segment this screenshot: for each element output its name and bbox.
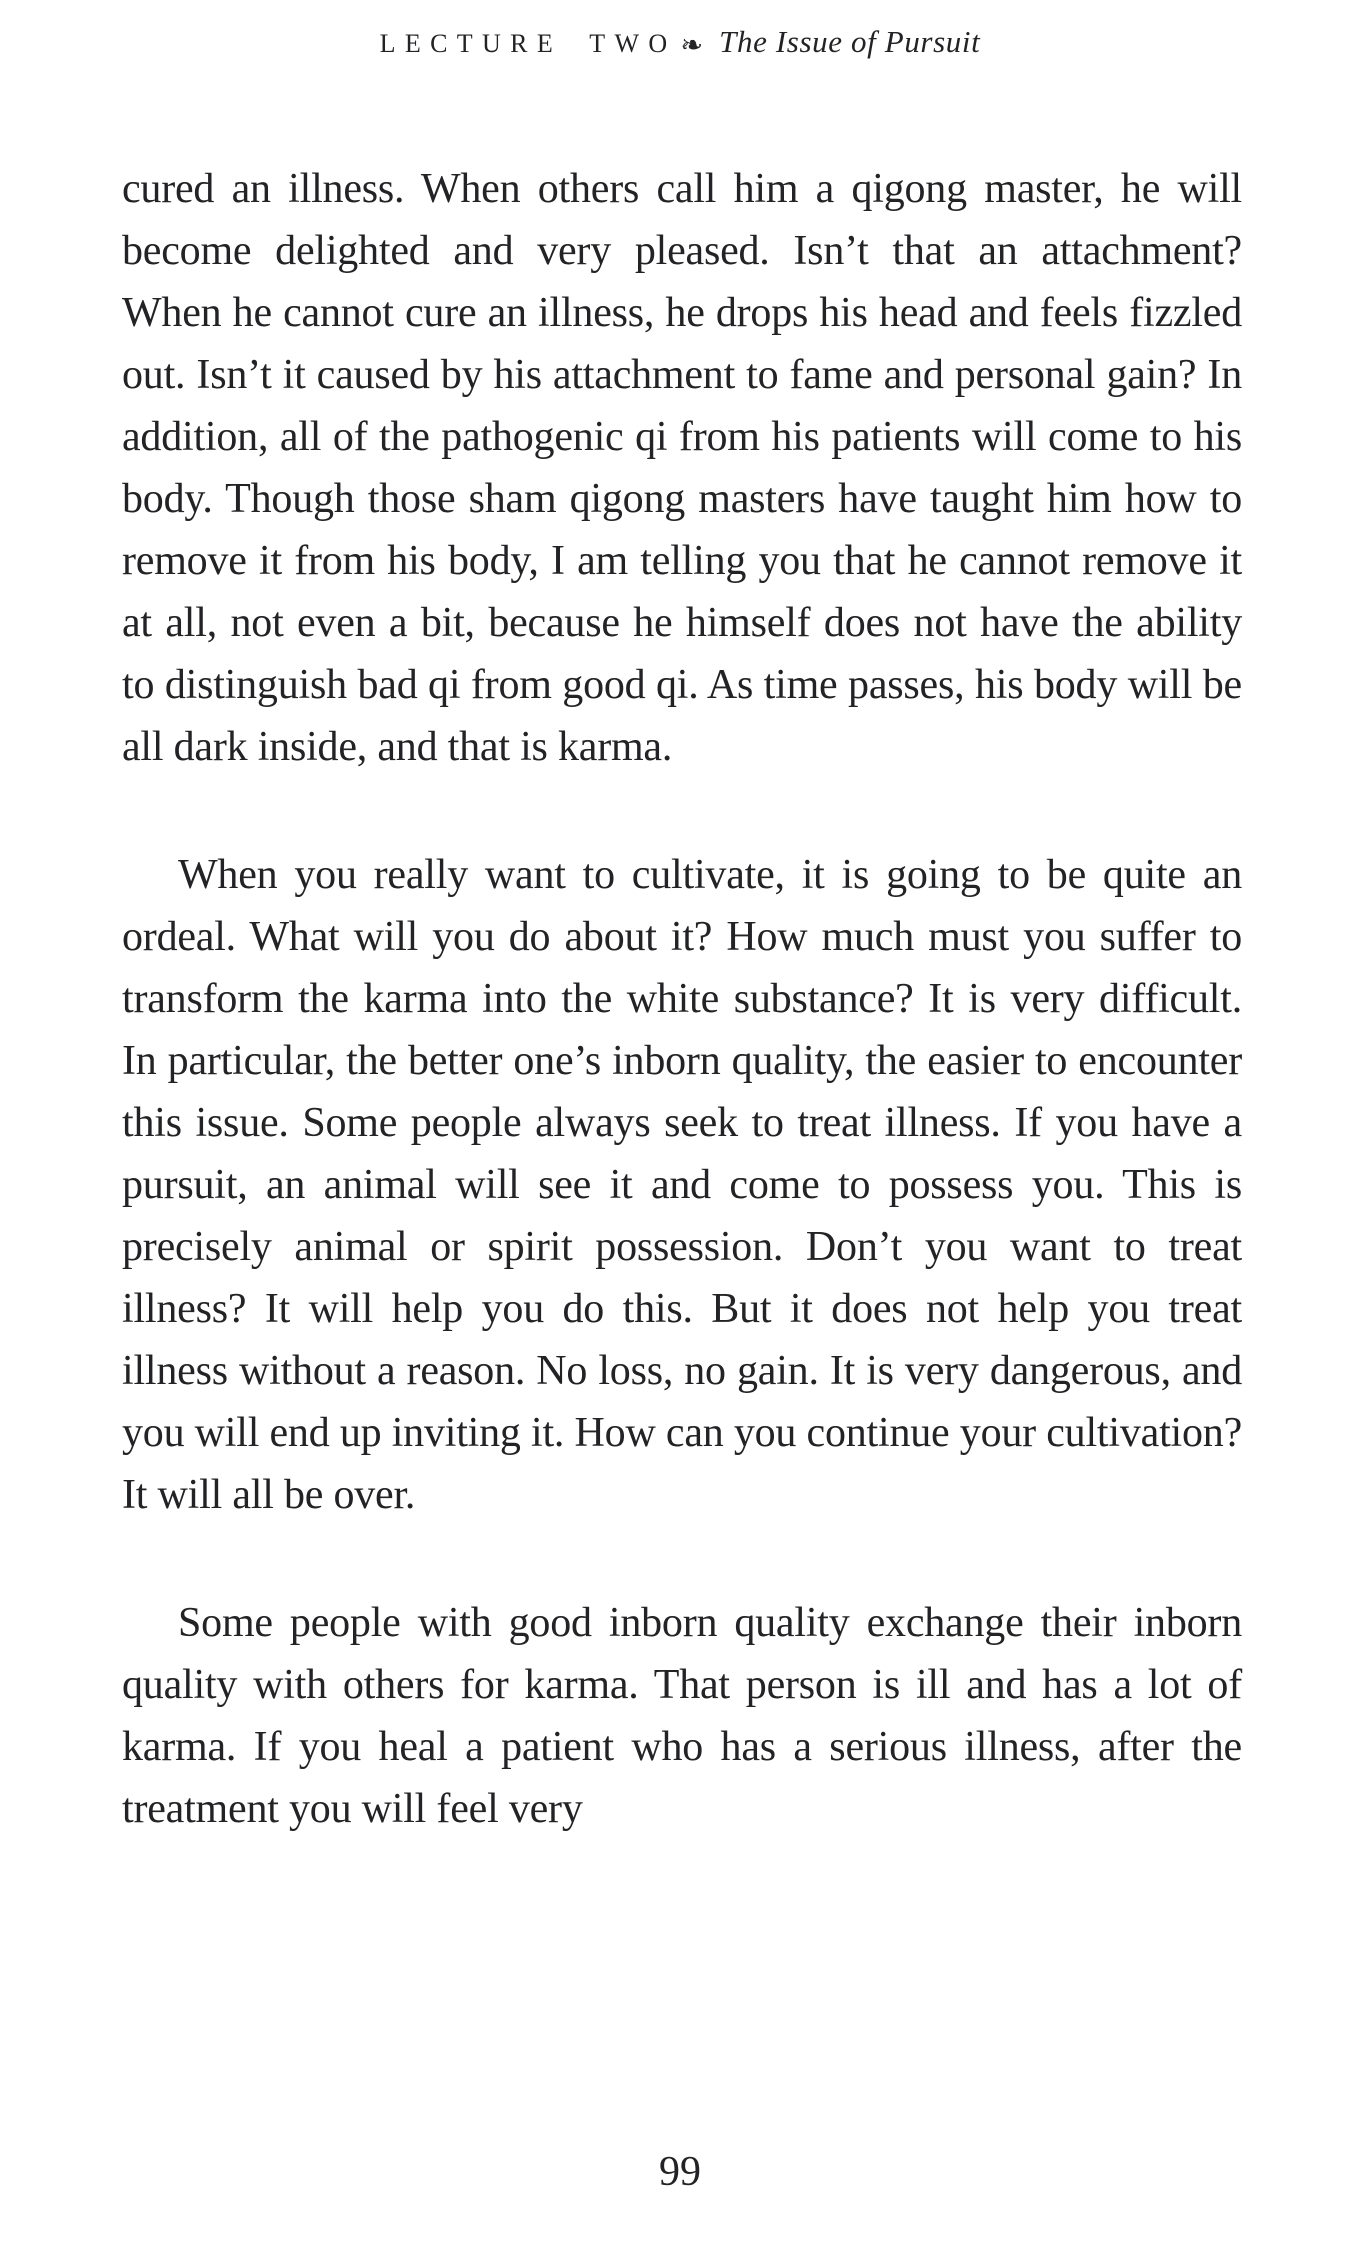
lecture-label: LECTURE TWO [379,29,677,58]
paragraph-inborn-quality: Some people with good inborn quality exchange their inborn quality with others for karma. That person is ill and has a lot of karma. If you heal a patient who has a serious illness, after the treatment you will feel very [122,1600,1242,1832]
chapter-title: The Issue of Pursuit [719,24,981,59]
paragraph-continuation: cured an illness. When others call him a qigong master, he will become delighted and very pleased. Isn’t that an attachment? When he cannot cure an illness, he drops his head and feels fizzled out. Isn’t it caused by his attachment to fame and personal gain? In addition, all of the pathogenic qi from his patients will come to his body. Though those sham qigong masters have taught him how to remove it from his body, I am telling you that he cannot remove it at all, not even a bit, because he himself does not have the ability to distinguish bad qi from good qi. As time passes, his body will be all dark inside, and that is karma. [122,166,1242,770]
paragraph-cultivate-ordeal: When you really want to cultivate, it is going to be quite an ordeal. What will you do about it? How much must you suffer to transform the karma into the white substance? It is very difficult. In particular, the better one’s inborn quality, the easier to encounter this issue. Some people always seek to treat illness. If you have a pursuit, an animal will see it and come to possess you. This is precisely animal or spirit possession. Don’t you want to treat illness? It will help you do this. But it does not help you treat illness without a reason. No loss, no gain. It is very dangerous, and you will end up inviting it. How can you continue your cultivation? It will all be over. [122,852,1242,1518]
body-text-block [122,158,1242,1840]
fleuron-icon: ❧ [680,30,704,60]
page-number: 99 [659,2149,701,2195]
running-header [0,24,1360,66]
